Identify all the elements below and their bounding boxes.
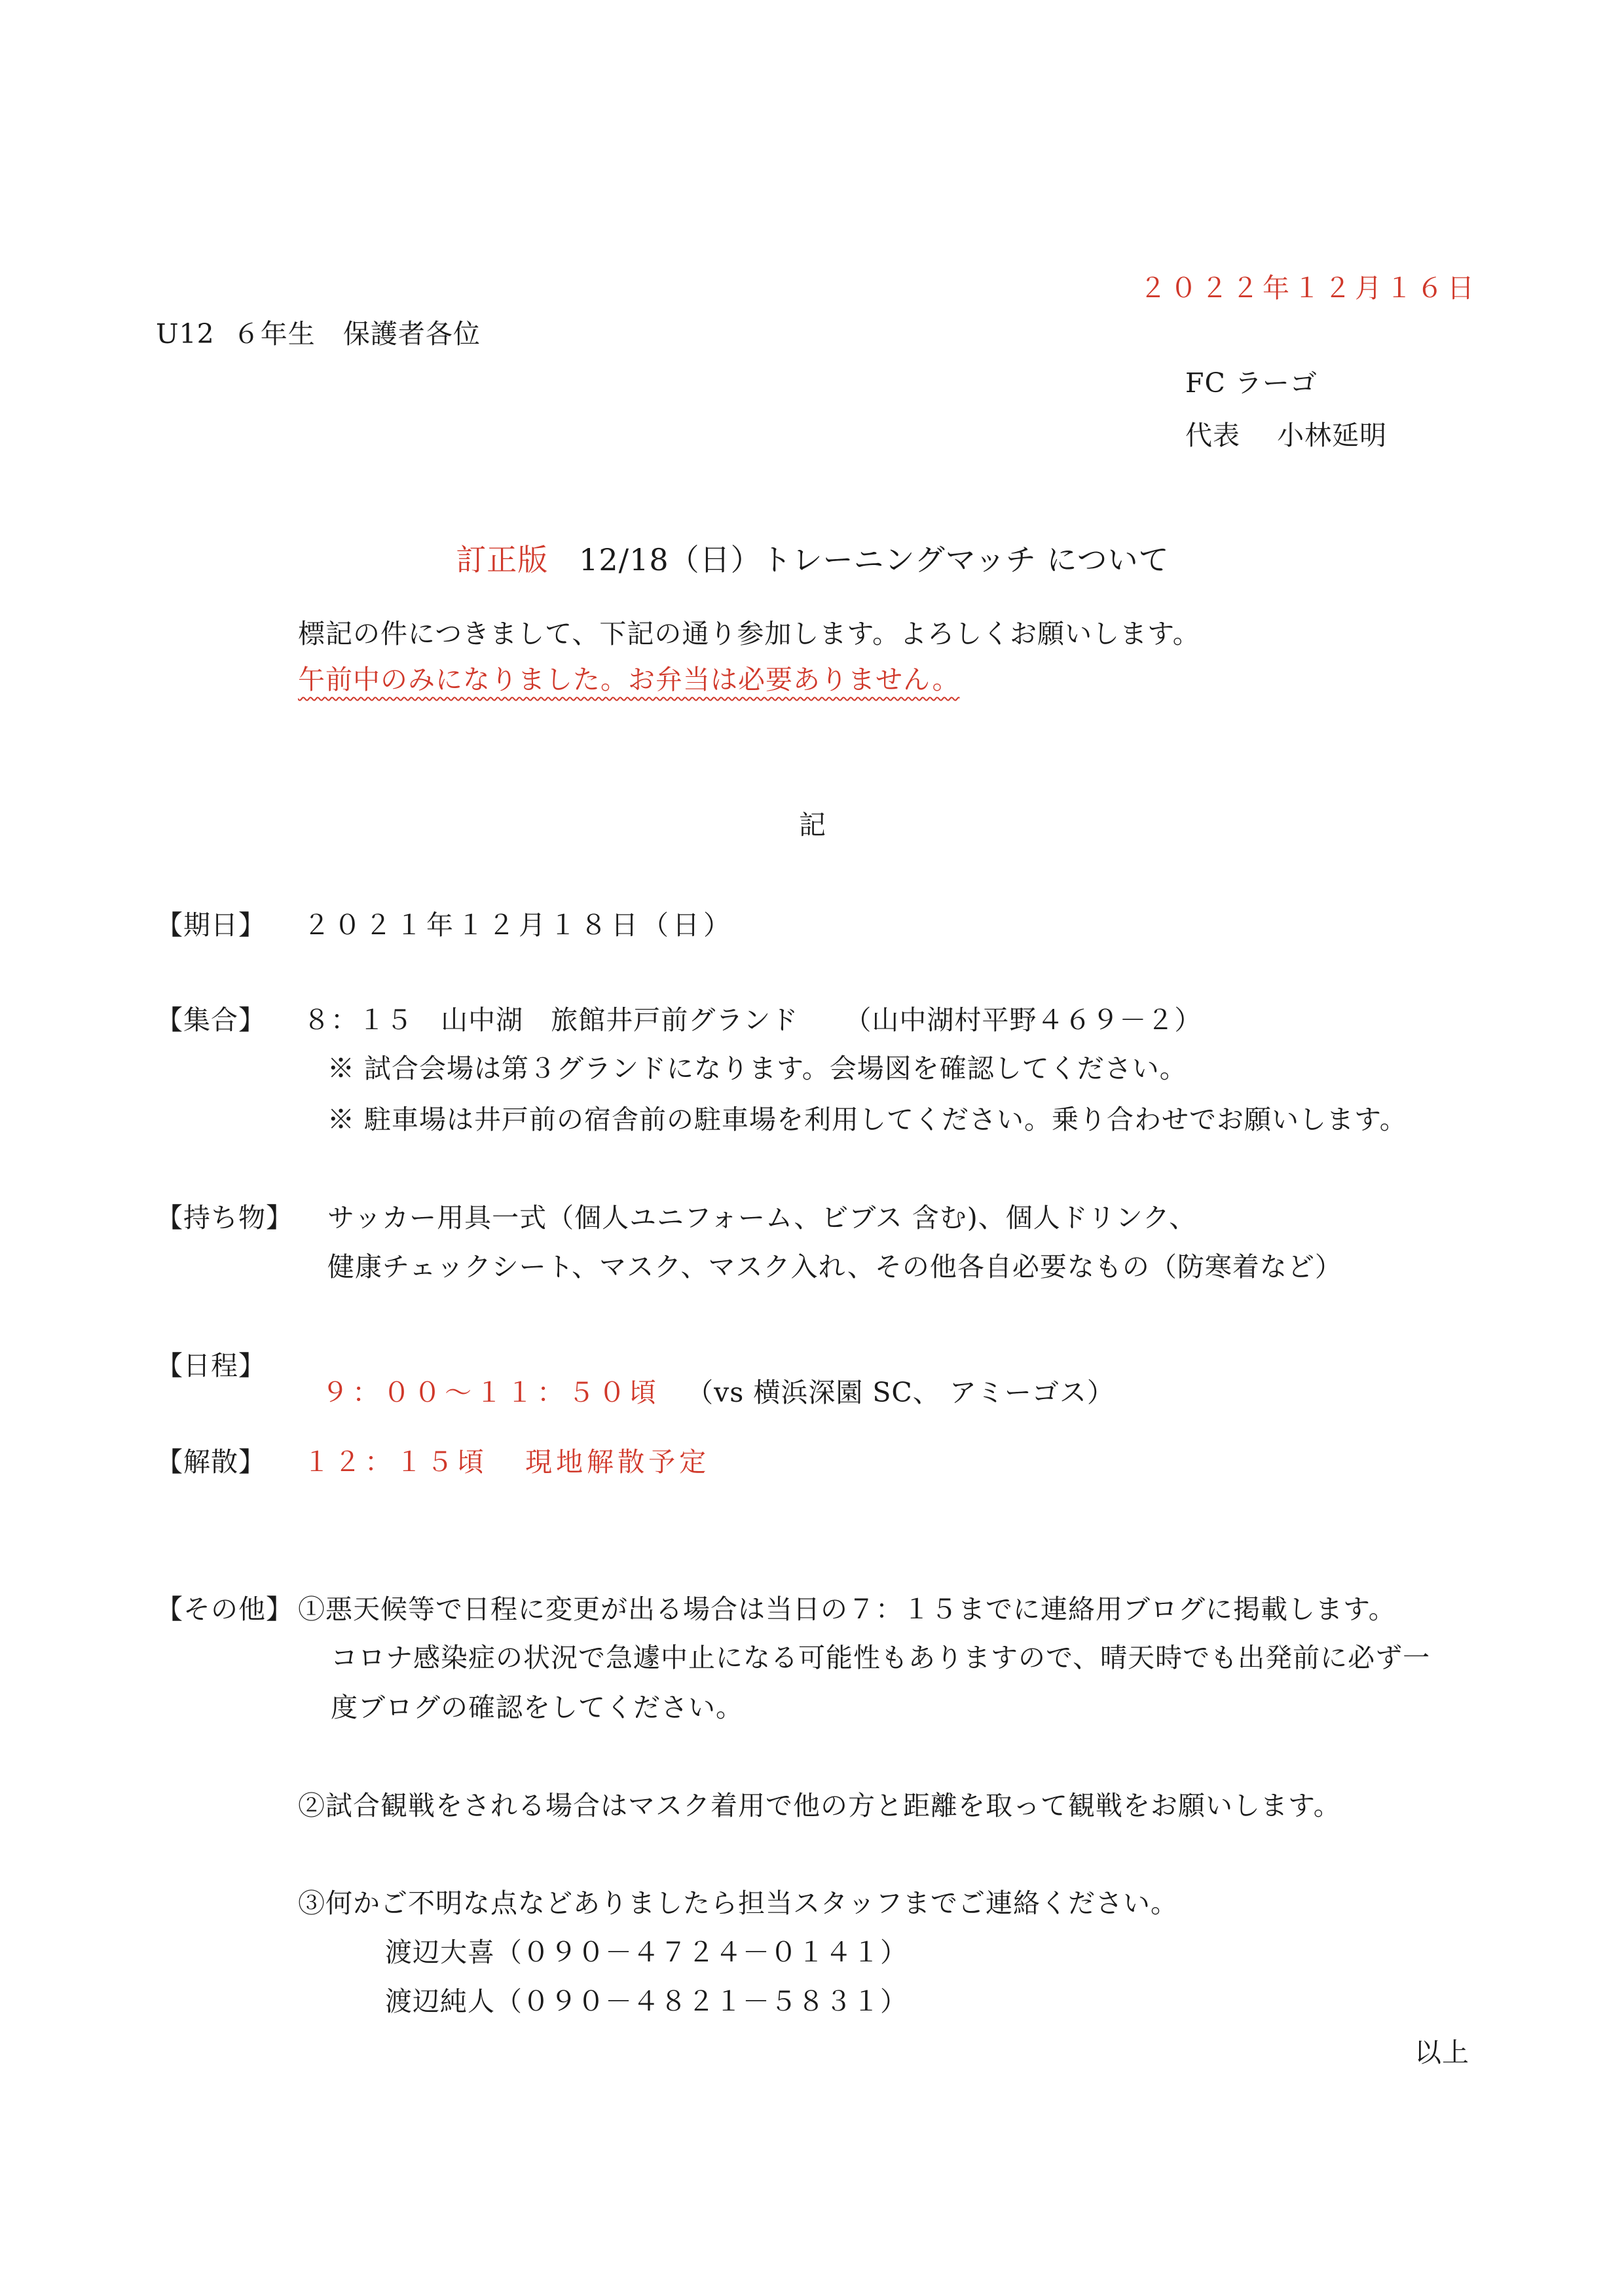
belongings-line-2: 健康チェックシート、マスク、マスク入れ、その他各自必要なもの（防寒着など） <box>327 1251 1342 1283</box>
meeting-label: 【集合】 <box>156 1004 266 1036</box>
page-title <box>435 515 1170 575</box>
contact-1: 渡辺大喜（０９０－４７２４－０１４１） <box>385 1937 908 1968</box>
other-item-3: ③何かご不明な点などありましたら担当スタッフまでご連絡ください。 <box>298 1887 1178 1919</box>
belongings-label: 【持ち物】 <box>156 1202 293 1233</box>
other-item-1-line-2: コロナ感染症の状況で急遽中止になる可能性もありますので、晴天時でも出発前に必ず一 <box>331 1642 1431 1673</box>
other-label: 【その他】 <box>156 1594 293 1625</box>
document-date: ２０２２年１２月１６日 <box>1139 272 1478 304</box>
intro-text: 標記の件につきまして、下記の通り参加します。よろしくお願いします。 <box>298 618 1200 649</box>
correction-notice: 午前中のみになりました。お弁当は必要ありません。 <box>298 664 960 695</box>
other-item-1-line-3: 度ブログの確認をしてください。 <box>331 1692 743 1723</box>
date-label: 【期日】 <box>156 909 266 941</box>
meeting-note-venue: ※ 試合会場は第３グランドになります。会場図を確認してください。 <box>327 1053 1187 1084</box>
title-correction-prefix: 訂正版 <box>456 542 549 577</box>
contact-2: 渡辺純人（０９０－４８２１－５８３１） <box>385 1986 908 2017</box>
schedule-time: ９：００～１１：５０頃 <box>322 1377 661 1408</box>
title-main: 12/18（日）トレーニングマッチ について <box>548 542 1170 577</box>
other-item-1-line-1: ①悪天候等で日程に変更が出る場合は当日の７：１５までに連絡用ブログに掲載します。 <box>298 1594 1396 1625</box>
closing-ijou: 以上 <box>1414 2037 1469 2068</box>
organization-name: FC ラーゴ <box>1185 367 1318 399</box>
ki-heading: 記 <box>799 809 826 841</box>
meeting-note-parking: ※ 駐車場は井戸前の宿舎前の駐車場を利用してください。乗り合わせでお願いします。 <box>327 1104 1407 1135</box>
other-item-2: ②試合観戦をされる場合はマスク着用で他の方と距離を取って観戦をお願いします。 <box>298 1790 1341 1821</box>
meeting-details: ８：１５ 山中湖 旅館井戸前グランド （山中湖村平野４６９－２） <box>303 1004 1202 1036</box>
schedule-label: 【日程】 <box>156 1350 266 1381</box>
recipient-line: U12 ６年生 保護者各位 <box>156 318 481 350</box>
dismissal-details: １２：１５頃 現地解散予定 <box>303 1446 710 1478</box>
dismissal-label: 【解散】 <box>156 1446 266 1478</box>
representative-name: 代表 小林延明 <box>1185 420 1388 451</box>
schedule-opponents: （vs 横浜深園 SC、 アミーゴス） <box>686 1377 1115 1408</box>
schedule-line <box>303 1353 1115 1406</box>
belongings-line-1: サッカー用具一式（個人ユニフォーム、ビブス 含む)、個人ドリンク、 <box>327 1202 1197 1233</box>
event-date: ２０２１年１２月１８日（日） <box>303 909 734 941</box>
